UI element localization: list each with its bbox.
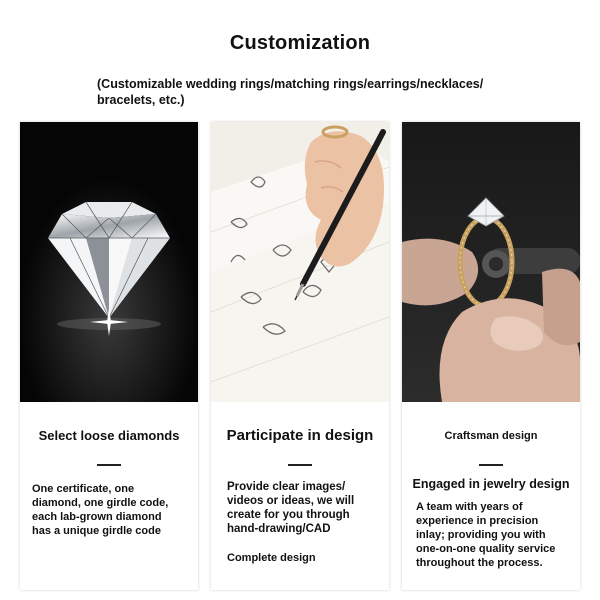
description-line: A team with years of [416,501,523,513]
diamond-icon [20,122,198,402]
card-craftsman-design [402,122,580,590]
ring-icon [402,122,580,402]
ring-photo [402,122,580,402]
description-line: One certificate, one [32,483,135,495]
subtitle-line: (Customizable wedding rings/matching rings/earrings/necklaces/ [97,77,484,91]
card-select-loose-diamonds [20,122,198,590]
description-line: videos or ideas, we will [227,495,355,507]
divider [479,464,503,466]
diamond-photo [20,122,198,402]
card-participate-in-design [211,122,389,590]
description-line: Provide clear images/ [227,481,346,493]
description-line: hand-drawing/CAD [227,523,331,535]
description-line: each lab-grown diamond [32,511,162,523]
description-line: experience in precision [416,515,539,527]
subtitle-line: bracelets, etc.) [97,93,185,107]
card-description [32,482,192,538]
description-line: has a unique girdle code [32,525,161,537]
divider [97,464,121,466]
card-heading: Participate in design [226,427,374,444]
card-description [227,480,377,536]
page-title: Customization [229,32,371,54]
description-line: inlay; providing you with [416,529,546,541]
description-line: create for you through [227,509,350,521]
page-subtitle [97,76,527,108]
card-heading: Craftsman design [444,430,538,442]
description-line: throughout the process. [416,557,543,569]
card-description [416,500,576,570]
sketch-photo [211,122,389,402]
card-heading: Select loose diamonds [38,428,180,443]
divider [288,464,312,466]
card-sub-heading: Engaged in jewelry design [412,477,570,491]
complete-design-label: Complete design [227,552,316,564]
pencil-sketch-icon [211,122,389,402]
description-line: one-on-one quality service [416,543,556,555]
description-line: diamond, one girdle code, [32,497,169,509]
